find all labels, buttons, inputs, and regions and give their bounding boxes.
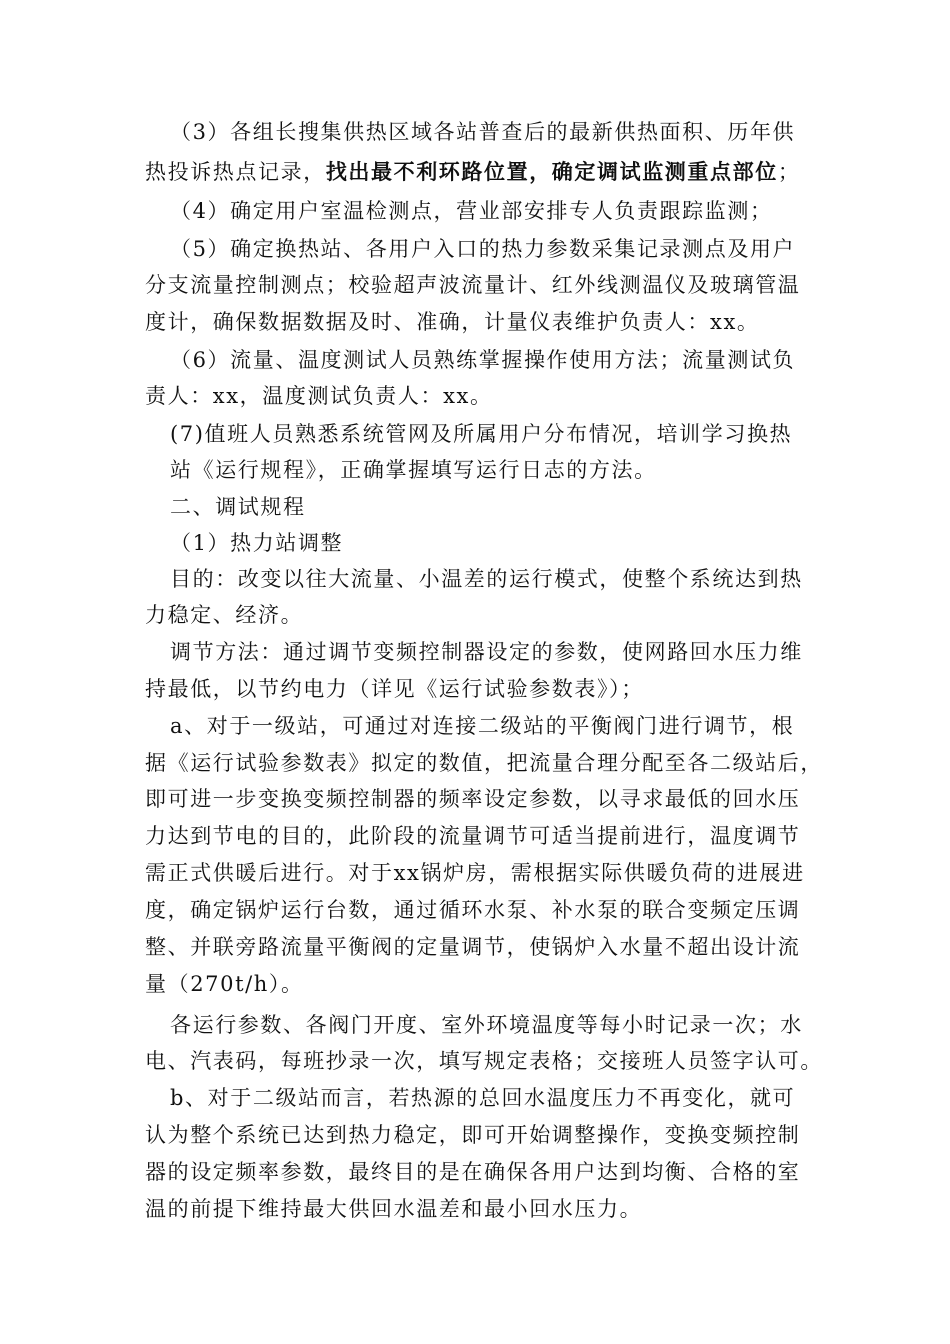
bold-text: 找出最不利环路位置，确定调试监测重点部位 bbox=[325, 159, 778, 184]
text-line: 分支流量控制测点；校验超声波流量计、红外线测温仪及玻璃管温 bbox=[145, 273, 801, 297]
text-line: 电、汽表码，每班抄录一次，填写规定表格；交接班人员签字认可。 bbox=[145, 1049, 823, 1073]
text-line: 整、并联旁路流量平衡阀的定量调节，使锅炉入水量不超出设计流 bbox=[145, 935, 801, 959]
text-line: 器的设定频率参数，最终目的是在确保各用户达到均衡、合格的室 bbox=[145, 1160, 801, 1184]
text-line: 量（270t/h）。 bbox=[145, 972, 304, 996]
text-line: 需正式供暖后进行。对于xx锅炉房，需根据实际供暖负荷的进展进 bbox=[145, 861, 805, 885]
subsection-heading: （1）热力站调整 bbox=[170, 531, 344, 555]
text-line: 目的：改变以往大流量、小温差的运行模式，使整个系统达到热 bbox=[170, 567, 803, 591]
text-line: (7)值班人员熟悉系统管网及所属用户分布情况，培训学习换热 bbox=[170, 422, 793, 446]
text-line: （5）确定换热站、各用户入口的热力参数采集记录测点及用户 bbox=[170, 237, 796, 261]
text-line: 各运行参数、各阀门开度、室外环境温度等每小时记录一次；水 bbox=[170, 1013, 803, 1037]
text-line: 据《运行试验参数表》拟定的数值，把流量合理分配至各二级站后， bbox=[145, 751, 823, 775]
text-line: （3）各组长搜集供热区域各站普查后的最新供热面积、历年供 bbox=[170, 120, 796, 144]
text-span: ； bbox=[777, 160, 801, 184]
text-line: 责人：xx，温度测试负责人：xx。 bbox=[145, 384, 493, 408]
text-line: 即可进一步变换变频控制器的频率设定参数，以寻求最低的回水压 bbox=[145, 787, 801, 811]
text-line: 力稳定、经济。 bbox=[145, 603, 304, 627]
text-line: 站《运行规程》，正确掌握填写运行日志的方法。 bbox=[170, 458, 657, 482]
text-line: a、对于一级站，可通过对连接二级站的平衡阀门进行调节，根 bbox=[170, 714, 795, 738]
text-line: 力达到节电的目的，此阶段的流量调节可适当提前进行，温度调节 bbox=[145, 824, 801, 848]
text-line: 温的前提下维持最大供回水温差和最小回水压力。 bbox=[145, 1197, 643, 1221]
text-line: （6）流量、温度测试人员熟练掌握操作使用方法；流量测试负 bbox=[170, 348, 796, 372]
text-line bbox=[145, 157, 800, 187]
text-span: 热投诉热点记录， bbox=[145, 160, 326, 184]
text-line: 调节方法：通过调节变频控制器设定的参数，使网路回水压力维 bbox=[170, 640, 803, 664]
text-line: b、对于二级站而言，若热源的总回水温度压力不再变化，就可 bbox=[170, 1086, 796, 1110]
text-line: 认为整个系统已达到热力稳定，即可开始调整操作，变换变频控制 bbox=[145, 1123, 801, 1147]
text-line: 持最低，以节约电力（详见《运行试验参数表》）； bbox=[145, 677, 644, 701]
text-line: 度，确定锅炉运行台数，通过循环水泵、补水泵的联合变频定压调 bbox=[145, 898, 801, 922]
section-heading: 二、调试规程 bbox=[170, 495, 306, 519]
text-line: （4）确定用户室温检测点，营业部安排专人负责跟踪监测； bbox=[170, 199, 773, 223]
text-line: 度计，确保数据数据及时、准确，计量仪表维护负责人：xx。 bbox=[145, 310, 760, 334]
